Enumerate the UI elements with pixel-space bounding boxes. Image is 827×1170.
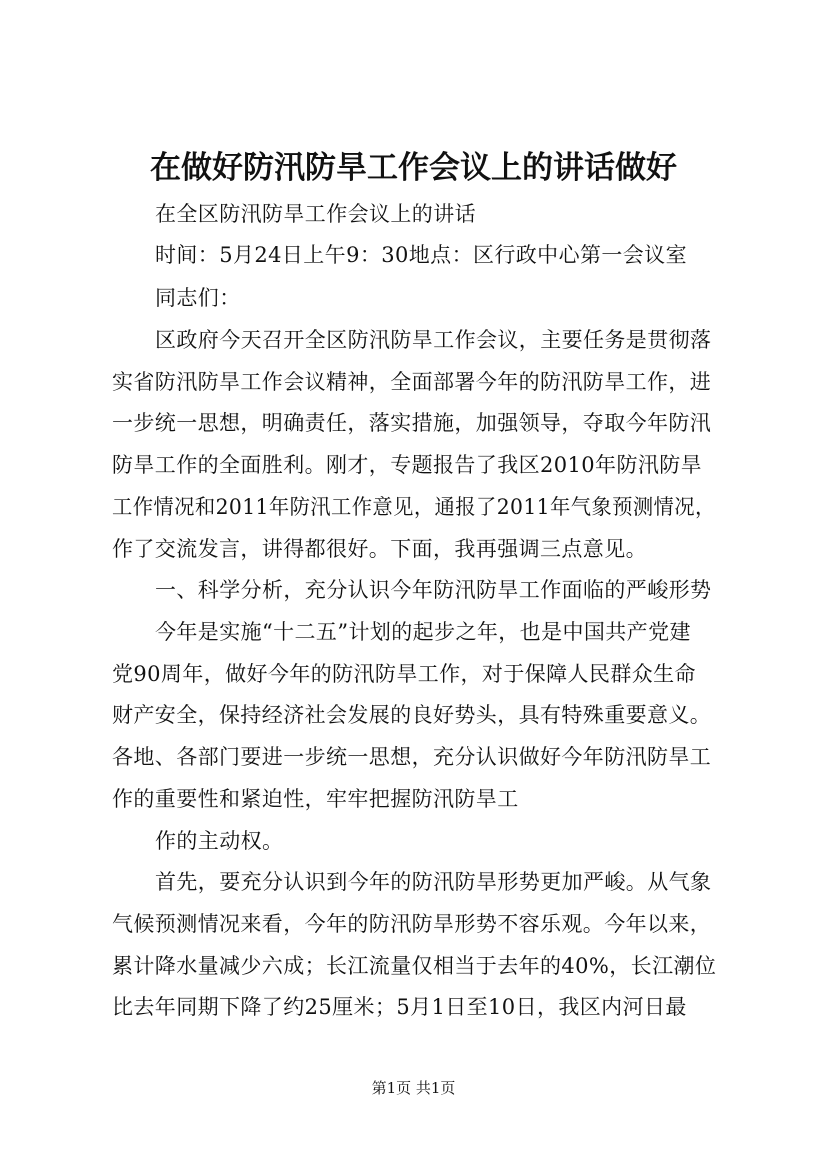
time-location-line: 时间：5月24日上午9：30地点：区行政中心第一会议室 [155, 243, 687, 267]
salutation-line: 同志们： [155, 286, 241, 310]
paragraph-line: 防旱工作的全面胜利。刚才，专题报告了我区2010年防汛防旱 [112, 453, 703, 477]
paragraph-line: 党90周年，做好今年的防汛防旱工作，对于保障人民群众生命 [112, 662, 696, 686]
paragraph-line: 区政府今天召开全区防汛防旱工作会议，主要任务是贯彻落 [155, 328, 712, 352]
subtitle-line: 在全区防汛防旱工作会议上的讲话 [155, 202, 476, 226]
paragraph-line: 工作情况和2011年防汛工作意见，通报了2011年气象预测情况， [112, 495, 716, 519]
paragraph-line: 作的重要性和紧迫性，牢牢把握防汛防旱工 [112, 787, 519, 811]
paragraph-line: 气候预测情况来看，今年的防汛防旱形势不容乐观。今年以来， [112, 912, 712, 936]
paragraph-line: 累计降水量减少六成；长江流量仅相当于去年的40%，长江潮位 [112, 954, 717, 978]
document-title: 在做好防汛防旱工作会议上的讲话做好 [150, 150, 677, 186]
paragraph-line: 一步统一思想，明确责任，落实措施，加强领导，夺取今年防汛 [112, 411, 712, 435]
page-number-footer: 第1页 共1页 [371, 1079, 456, 1097]
paragraph-line: 今年是实施“十二五”计划的起步之年，也是中国共产党建 [155, 620, 691, 644]
paragraph-line: 作的主动权。 [155, 829, 284, 853]
paragraph-line: 作了交流发言，讲得都很好。下面，我再强调三点意见。 [112, 537, 647, 561]
section-heading: 一、科学分析，充分认识今年防汛防旱工作面临的严峻形势 [155, 578, 712, 602]
paragraph-line: 各地、各部门要进一步统一思想，充分认识做好今年防汛防旱工 [112, 745, 712, 769]
paragraph-line: 首先，要充分认识到今年的防汛防旱形势更加严峻。从气象 [155, 870, 712, 894]
paragraph-line: 比去年同期下降了约25厘米；5月1日至10日，我区内河日最 [112, 995, 687, 1019]
paragraph-line: 实省防汛防旱工作会议精神，全面部署今年的防汛防旱工作，进 [112, 370, 712, 394]
paragraph-line: 财产安全，保持经济社会发展的良好势头，具有特殊重要意义。 [112, 703, 712, 727]
